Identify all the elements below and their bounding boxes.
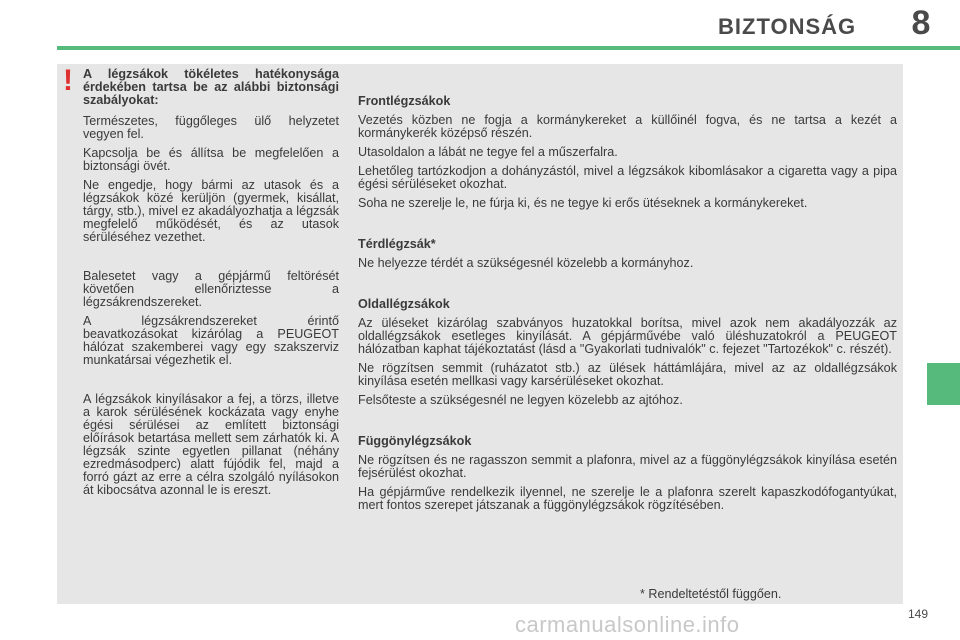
- chapter-number: 8: [911, 4, 931, 42]
- section-paragraph: Vezetés közben ne fogja a kormánykereket a küllőinél fogva, és ne tartsa a kezét a kormánykerék középső részén.: [358, 113, 897, 140]
- section-paragraph: Ne rögzítsen semmit (ruházatot stb.) az ülések háttámlájára, mivel az az oldallégzsákok kinyílása esetén mellkasi vagy karsérüléseket okozhat.: [358, 361, 897, 388]
- warning-paragraph: Balesetet vagy a gépjármű feltörését követően ellenőriztesse a légzsákrendszereket.: [83, 269, 339, 309]
- section-heading: Frontlégzsákok: [358, 94, 451, 108]
- section-paragraph: Utasoldalon a lábát ne tegye fel a műszerfalra.: [358, 145, 618, 159]
- sections-column: [358, 95, 897, 540]
- spacer: [83, 250, 339, 270]
- footnote: * Rendeltetéstől függően.: [640, 587, 782, 601]
- section-paragraph: Ha gépjárműve rendelkezik ilyennel, ne szerelje le a plafonra szerelt kapaszkodófogantyúkat, mert fontos szerepet játszanak a függönylégzsákok rögzítésében.: [358, 485, 897, 512]
- spacer: [83, 373, 339, 393]
- warning-box: [83, 68, 339, 503]
- page-number: 149: [908, 607, 929, 621]
- warning-paragraph: Ne engedje, hogy bármi az utasok és a légzsákok közé kerüljön (gyermek, kisállat, tárgy, stb.), mivel ez akadályozhatja a légzsák megfelelő működését, és az utasok sérüléséhez vezethet.: [83, 178, 339, 244]
- section-paragraph: Felsőteste a szükségesnél ne legyen közelebb az ajtóhoz.: [358, 393, 683, 407]
- header-divider: [57, 46, 960, 50]
- warning-paragraph: A légzsákok kinyílásakor a fej, a törzs, illetve a karok sérülésének kockázata vagy enyhe égési sérülései az említett biztonsági előírások betartása mellett sem zárhatók ki. A légzsák szinte egyetlen pillanat (néhány ezredmásodperc) alatt fújódik fel, majd a forró gázt az erre a célra szolgáló nyílásokon át kibocsátva azonnal le is ereszt.: [83, 392, 339, 497]
- section-heading: Térdlégzsák*: [358, 237, 436, 251]
- section-heading: Függönylégzsákok: [358, 434, 472, 448]
- exclamation-icon: !: [63, 64, 73, 97]
- section-paragraph: Az üléseket kizárólag szabványos huzatokkal borítsa, mivel azok nem akadályozzák az oldallégzsákok esetleges kinyílását. A gépjárművébe való üléshuzatokról a PEUGEOT hálózatban kaphat tájékoztatást (lásd a "Gyakorlati tudnivalók" c. fejezet "Tartozékok" c. részét).: [358, 316, 897, 356]
- section-curtain-airbags: [358, 435, 897, 512]
- warning-paragraph: Természetes, függőleges ülő helyzetet vegyen fel.: [83, 114, 339, 141]
- section-knee-airbag: [358, 238, 897, 270]
- chapter-side-tab: [927, 363, 960, 405]
- section-front-airbags: [358, 95, 897, 210]
- warning-paragraph: Kapcsolja be és állítsa be megfelelően a biztonsági övét.: [83, 146, 339, 173]
- watermark: carmanualsonline.info: [515, 612, 740, 637]
- section-paragraph: Ne helyezze térdét a szükségesnél közelebb a kormányhoz.: [358, 256, 694, 270]
- section-paragraph: Soha ne szerelje le, ne fúrja ki, és ne tegye ki erős ütéseknek a kormánykereket.: [358, 196, 808, 210]
- section-paragraph: Lehetőleg tartózkodjon a dohányzástól, mivel a légzsákok kibomlásakor a cigaretta vagy a pipa égési sérüléseket okozhat.: [358, 164, 897, 191]
- warning-paragraph: A légzsákrendszereket érintő beavatkozásokat kizárólag a PEUGEOT hálózat szakemberei vagy egy szakszerviz munkatársai végezhetik el.: [83, 314, 339, 367]
- section-heading: Oldallégzsákok: [358, 297, 450, 311]
- section-paragraph: Ne rögzítsen és ne ragasszon semmit a plafonra, mivel az a függönylégzsákok kinyílása esetén fejsérülést okozhat.: [358, 453, 897, 480]
- page-title: BIZTONSÁG: [718, 14, 857, 39]
- section-side-airbags: [358, 298, 897, 407]
- warning-lead: A légzsákok tökéletes hatékonysága érdekében tartsa be az alábbi biztonsági szabályokat:: [83, 67, 339, 107]
